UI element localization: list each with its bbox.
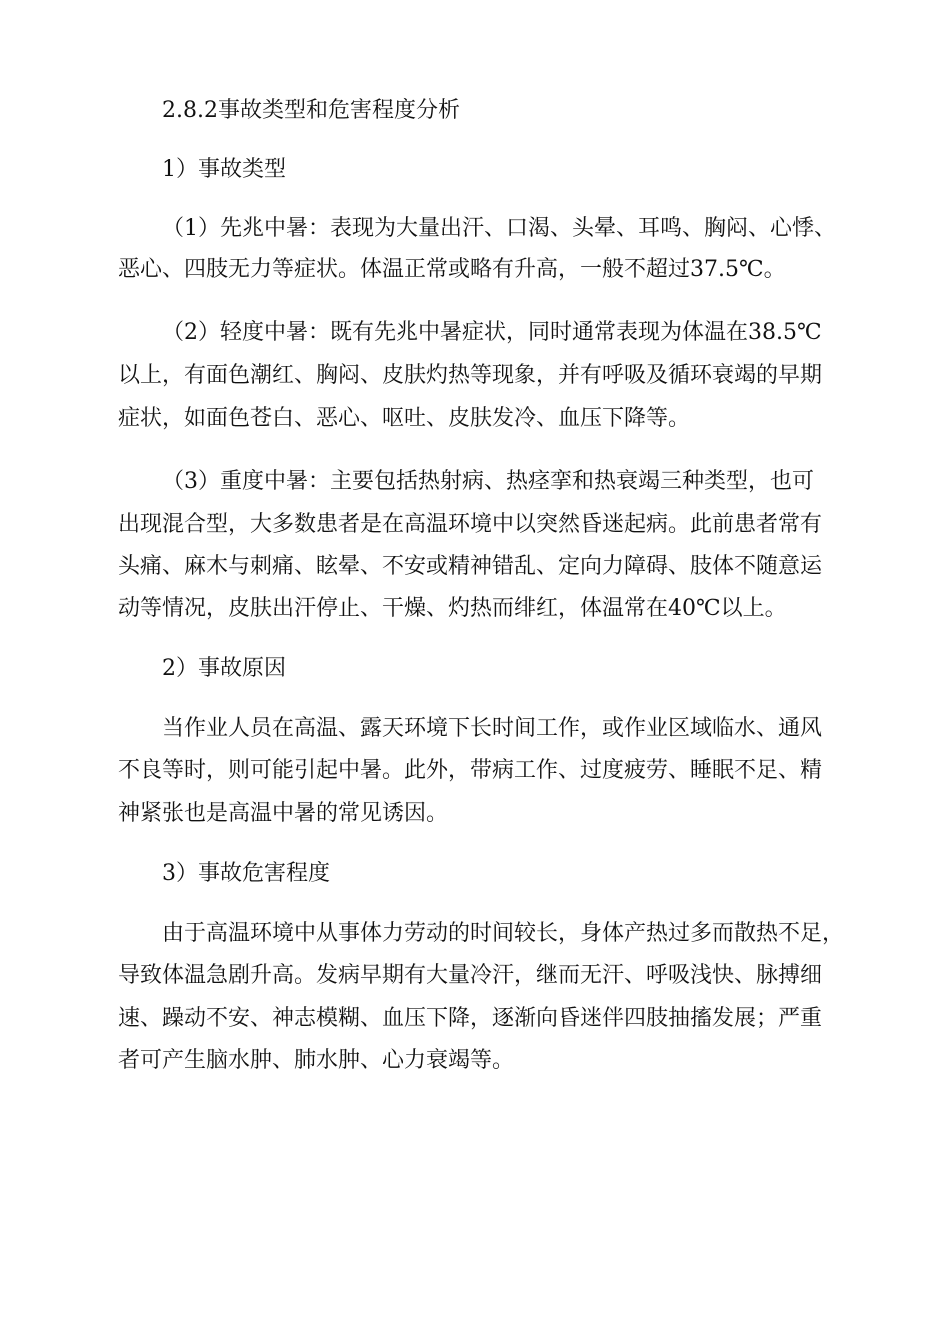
paragraph-line: 症状，如面色苍白、恶心、呕吐、皮肤发冷、血压下降等。 — [118, 406, 691, 431]
subsection-title-hazard-degree: 3）事故危害程度 — [162, 861, 330, 886]
paragraph-line: 动等情况，皮肤出汗停止、干燥、灼热而绯红，体温常在40℃以上。 — [118, 596, 787, 621]
paragraph-line: 由于高温环境中从事体力劳动的时间较长，身体产热过多而散热不足， — [162, 921, 845, 946]
paragraph-line: 以上，有面色潮红、胸闷、皮肤灼热等现象，并有呼吸及循环衰竭的早期 — [118, 363, 823, 388]
subsection-title-accident-types: 1）事故类型 — [162, 157, 286, 182]
paragraph-line: 当作业人员在高温、露天环境下长时间工作，或作业区域临水、通风 — [162, 716, 823, 741]
paragraph-line: 速、躁动不安、神志模糊、血压下降，逐渐向昏迷伴四肢抽搐发展；严重 — [118, 1006, 823, 1031]
paragraph-line: （1）先兆中暑：表现为大量出汗、口渴、头晕、耳鸣、胸闷、心悸、 — [162, 216, 836, 241]
paragraph-line: 恶心、四肢无力等症状。体温正常或略有升高，一般不超过37.5℃。 — [118, 257, 786, 282]
paragraph-line: 者可产生脑水肿、肺水肿、心力衰竭等。 — [118, 1048, 515, 1073]
paragraph-line: （2）轻度中暑：既有先兆中暑症状，同时通常表现为体温在38.5℃ — [162, 320, 822, 345]
paragraph-line: （3）重度中暑：主要包括热射病、热痉挛和热衰竭三种类型，也可 — [162, 469, 814, 494]
paragraph-line: 头痛、麻木与刺痛、眩晕、不安或精神错乱、定向力障碍、肢体不随意运 — [118, 554, 823, 579]
subsection-title-accident-causes: 2）事故原因 — [162, 656, 286, 681]
section-heading: 2.8.2事故类型和危害程度分析 — [162, 98, 460, 123]
paragraph-line: 不良等时，则可能引起中暑。此外，带病工作、过度疲劳、睡眠不足、精 — [118, 758, 823, 783]
paragraph-line: 出现混合型，大多数患者是在高温环境中以突然昏迷起病。此前患者常有 — [118, 512, 823, 537]
paragraph-line: 神紧张也是高温中暑的常见诱因。 — [118, 801, 449, 826]
paragraph-line: 导致体温急剧升高。发病早期有大量冷汗，继而无汗、呼吸浅快、脉搏细 — [118, 963, 823, 988]
